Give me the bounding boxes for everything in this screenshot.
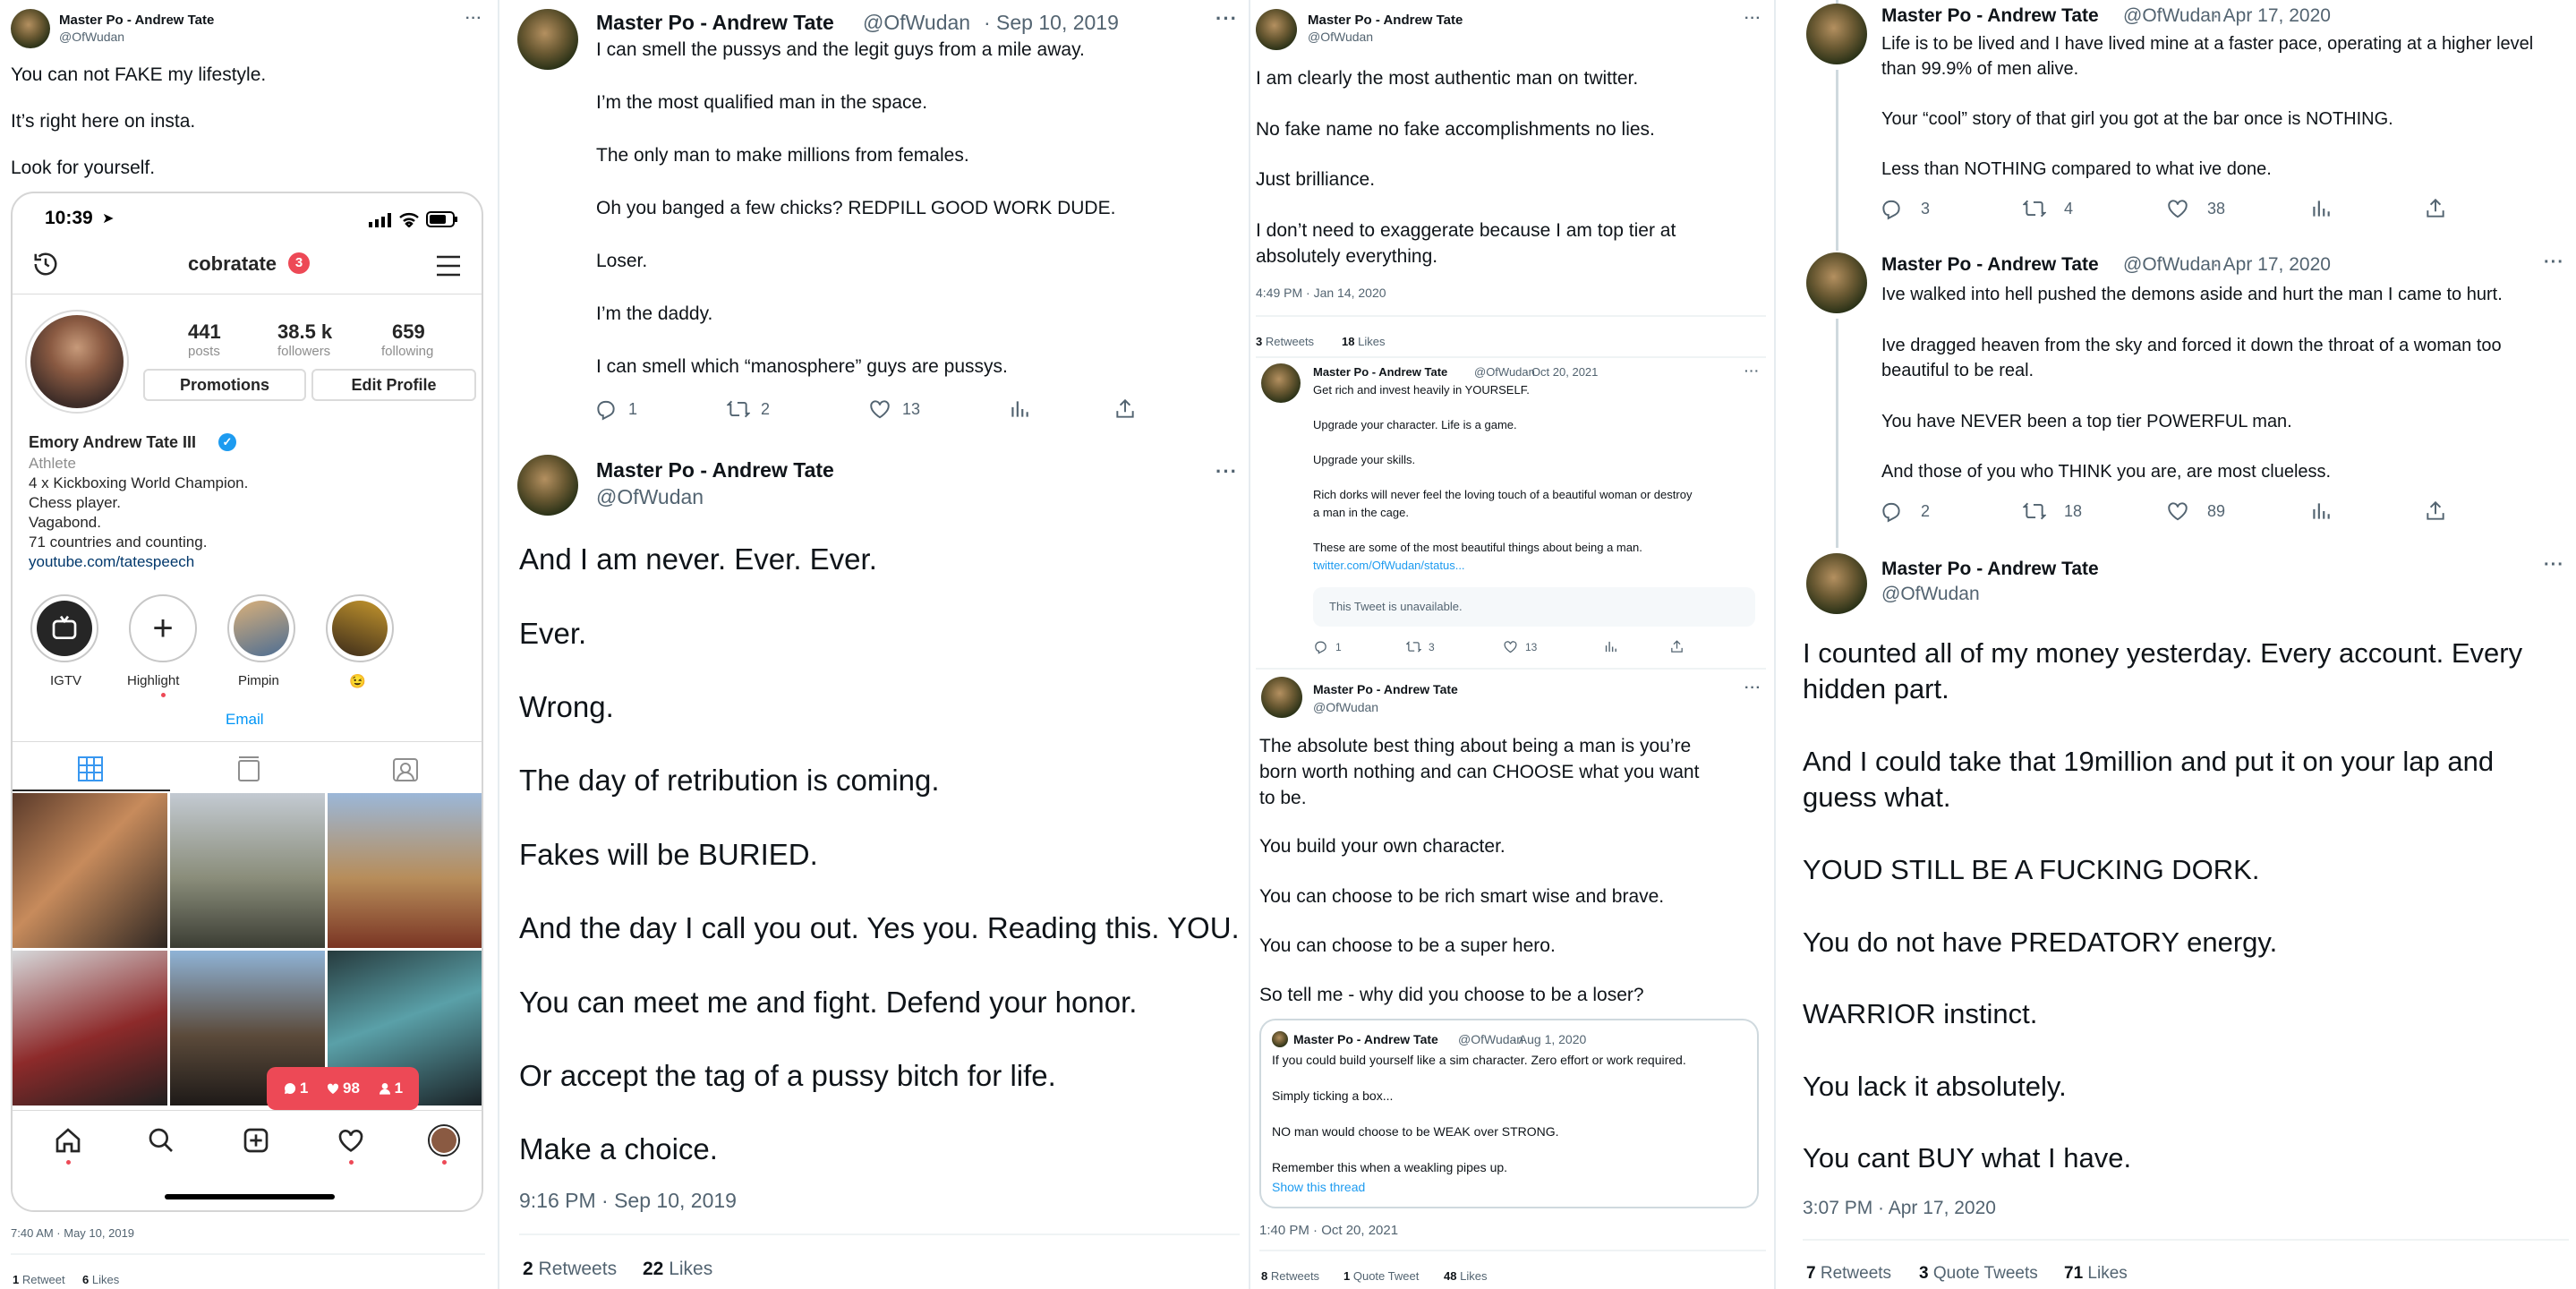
retweet-button[interactable] — [1406, 639, 1435, 654]
likes-label: Likes — [2087, 1264, 2128, 1283]
reply-icon — [1880, 499, 1903, 523]
edit-profile-button[interactable]: Edit Profile — [311, 369, 476, 401]
tweet-column-2 — [499, 0, 1247, 1289]
full-name: Emory Andrew Tate III — [29, 433, 197, 451]
tweet-timestamp[interactable]: 7:40 AM · May 10, 2019 — [11, 1226, 135, 1240]
quote-author-handle: @OfWudan — [1458, 1032, 1524, 1046]
tweet-text-line: I can smell the pussys and the legit guys from a mile away. — [596, 39, 1085, 60]
likes-count: 22 — [643, 1259, 664, 1279]
author-name[interactable]: Master Po - Andrew Tate — [1313, 682, 1458, 696]
promotions-button[interactable]: Promotions — [143, 369, 306, 401]
notification-badge: 3 — [288, 252, 310, 274]
views-button[interactable] — [2309, 499, 2333, 523]
heart-icon — [2166, 197, 2189, 220]
like-count: 89 — [2207, 501, 2226, 520]
retweet-icon — [1406, 639, 1421, 654]
tweet-timestamp[interactable]: 1:40 PM · Oct 20, 2021 — [1259, 1223, 1399, 1238]
quote-author-name: Master Po - Andrew Tate — [1293, 1032, 1438, 1046]
reply-button[interactable] — [1880, 499, 1930, 523]
tweet-text-line: born worth nothing and can CHOOSE what you want — [1259, 762, 1700, 782]
tweet-text-line: Oh you banged a few chicks? REDPILL GOOD WORK DUDE. — [596, 198, 1116, 218]
tweet-text-line: Wrong. — [519, 690, 614, 723]
likes-stat[interactable] — [643, 1259, 712, 1280]
reply-count: 3 — [1921, 199, 1931, 218]
more-options-icon[interactable]: ··· — [465, 11, 482, 26]
quote-author-avatar — [1272, 1031, 1288, 1047]
grid-photo[interactable] — [13, 951, 167, 1105]
location-arrow-icon: ➤ — [102, 211, 115, 226]
author-avatar[interactable] — [1806, 553, 1867, 614]
menu-icon[interactable] — [435, 254, 462, 277]
author-handle[interactable]: @OfWudan — [2123, 5, 2222, 26]
tweet-text-line: And I am never. Ever. Ever. — [519, 542, 877, 576]
tweet-text-line: I’m the most qualified man in the space. — [596, 92, 928, 113]
likes-label: Likes — [1460, 1269, 1488, 1283]
divider — [1256, 668, 1766, 670]
author-avatar[interactable] — [1806, 4, 1867, 64]
retweet-label: Retweets — [1270, 1269, 1320, 1283]
posts-count: 441 — [188, 320, 221, 343]
tweet-text-line: Or accept the tag of a pussy bitch for life. — [519, 1059, 1056, 1092]
author-name[interactable]: Master Po - Andrew Tate — [1308, 13, 1463, 28]
tweet-text-line: It’s right here on insta. — [11, 111, 196, 132]
share-button[interactable] — [1113, 397, 1137, 421]
retweet-stat[interactable] — [1256, 335, 1314, 348]
signal-icon — [369, 213, 392, 227]
tweet-text-line: beautiful to be real. — [1881, 361, 2034, 380]
author-name[interactable]: Master Po - Andrew Tate — [596, 458, 834, 482]
divider — [13, 294, 483, 295]
share-button[interactable] — [2424, 499, 2447, 523]
author-avatar[interactable] — [1261, 677, 1302, 718]
retweet-label: Retweets — [1820, 1264, 1892, 1283]
tweet-text-line: I can smell which “manosphere” guys are pussys. — [596, 356, 1008, 377]
tweet-date[interactable]: · Oct 20, 2021 — [1524, 365, 1599, 379]
tweet-text-line: hidden part. — [1803, 673, 1949, 704]
quotes-count: 1 — [1343, 1269, 1351, 1283]
tweet-text-line: You build your own character. — [1259, 836, 1506, 857]
tweet-link[interactable]: twitter.com/OfWudan/status... — [1313, 559, 1465, 572]
profile-category: Athlete — [29, 455, 76, 472]
tweet-date[interactable]: · Apr 17, 2020 — [2213, 5, 2331, 26]
more-options-icon[interactable]: ··· — [1215, 7, 1238, 30]
share-button[interactable] — [2424, 197, 2447, 220]
tweet-text-line: Just brilliance. — [1256, 169, 1376, 190]
retweet-count: 1 — [13, 1273, 20, 1286]
more-options-icon[interactable]: ··· — [1744, 680, 1761, 696]
retweet-icon — [2023, 499, 2046, 523]
views-button[interactable] — [1603, 639, 1618, 654]
like-notification — [326, 1080, 360, 1097]
retweet-count: 3 — [1429, 640, 1435, 653]
thread-line — [1836, 70, 1838, 251]
show-thread-link[interactable]: Show this thread — [1272, 1180, 1366, 1194]
wifi-icon — [399, 211, 419, 227]
tagged-tab-icon[interactable] — [392, 755, 419, 782]
divider — [1256, 315, 1766, 317]
author-avatar[interactable] — [1256, 9, 1297, 50]
tweet-text-line: You have NEVER been a top tier POWERFUL man. — [1881, 412, 2292, 431]
heart-icon — [2166, 499, 2189, 523]
reply-button[interactable] — [1313, 639, 1342, 654]
highlight-label: Pimpin — [238, 673, 279, 688]
quotes-label: Quote Tweet — [1352, 1269, 1420, 1283]
more-options-icon[interactable]: ··· — [1744, 363, 1760, 378]
views-icon — [2309, 499, 2333, 523]
tweet-date[interactable]: · Apr 17, 2020 — [2213, 254, 2331, 275]
author-handle[interactable]: @OfWudan — [596, 485, 704, 508]
tweet-text-line: Fakes will be BURIED. — [519, 838, 818, 871]
tweet-text-line: I’m the daddy. — [596, 303, 713, 324]
likes-count: 6 — [82, 1273, 90, 1286]
quote-date: · Aug 1, 2020 — [1512, 1032, 1587, 1046]
share-button[interactable] — [1669, 639, 1685, 654]
posts-label: posts — [188, 344, 220, 359]
heart-icon — [1503, 639, 1518, 654]
search-icon[interactable] — [147, 1126, 175, 1155]
tweet-text-line: You can choose to be rich smart wise and brave. — [1259, 886, 1665, 907]
unavailable-text: This Tweet is unavailable. — [1329, 600, 1463, 613]
retweet-stat[interactable] — [523, 1259, 617, 1280]
like-button[interactable] — [2166, 197, 2225, 220]
tweet-text-line: These are some of the most beautiful things about being a man. — [1313, 541, 1642, 554]
grid-photo[interactable] — [170, 793, 325, 948]
views-button[interactable] — [1008, 397, 1031, 421]
following-label[interactable]: following — [381, 344, 434, 359]
followers-label[interactable]: followers — [277, 344, 331, 359]
profile-username[interactable]: cobratate — [188, 252, 277, 275]
tweet-text-line: I am clearly the most authentic man on twitter. — [1256, 68, 1639, 89]
quote-text-line: NO man would choose to be WEAK over STRONG. — [1272, 1124, 1559, 1139]
share-icon — [1113, 397, 1137, 421]
column-divider — [1774, 0, 1776, 1289]
highlight-label: IGTV — [50, 673, 82, 688]
author-avatar[interactable] — [1261, 363, 1301, 403]
tweet-text-line: a man in the cage. — [1313, 506, 1409, 519]
instagram-screenshot — [11, 192, 483, 1212]
share-icon — [2424, 197, 2447, 220]
retweet-count: 18 — [2064, 501, 2083, 520]
retweet-count: 8 — [1261, 1269, 1268, 1283]
tweet-text-line: No fake name no fake accomplishments no lies. — [1256, 119, 1655, 140]
likes-stat[interactable] — [2064, 1264, 2128, 1284]
tweet-text-line: You do not have PREDATORY energy. — [1803, 926, 2278, 958]
retweet-stat[interactable] — [13, 1273, 65, 1286]
views-icon — [1603, 639, 1618, 654]
retweet-count: 2 — [523, 1259, 533, 1279]
author-name[interactable]: Master Po - Andrew Tate — [596, 11, 834, 34]
views-button[interactable] — [2309, 197, 2333, 220]
author-handle[interactable]: @OfWudan — [863, 11, 971, 34]
author-avatar[interactable] — [517, 455, 578, 516]
share-icon — [1669, 639, 1685, 654]
retweet-stat[interactable] — [1261, 1269, 1319, 1283]
comment-count: 1 — [299, 1080, 309, 1097]
divider — [1803, 1239, 2569, 1241]
quotes-stat[interactable] — [1919, 1264, 2038, 1284]
more-options-icon[interactable]: ··· — [1215, 460, 1238, 482]
author-name[interactable]: Master Po - Andrew Tate — [1881, 254, 2099, 275]
reply-button[interactable] — [594, 397, 637, 421]
author-handle[interactable]: @OfWudan — [1474, 365, 1535, 379]
follow-notification — [378, 1080, 403, 1097]
profile-tab-avatar[interactable] — [428, 1124, 460, 1157]
tweet-text-line: You can meet me and fight. Defend your honor. — [519, 986, 1138, 1019]
battery-icon — [426, 211, 458, 227]
divider — [519, 1234, 1240, 1235]
reply-icon — [1880, 197, 1903, 220]
retweet-stat[interactable] — [1806, 1264, 1891, 1284]
tweet-text-line: Life is to be lived and I have lived mine at a faster pace, operating at a higher level — [1881, 34, 2534, 54]
quotes-label: Quote Tweets — [1932, 1264, 2038, 1283]
author-handle[interactable]: @OfWudan — [2123, 254, 2222, 275]
tweet-text-line: So tell me - why did you choose to be a loser? — [1259, 985, 1644, 1005]
tweet-text-line: Loser. — [596, 251, 648, 271]
status-clock: 10:39 — [45, 208, 93, 228]
profile-picture[interactable] — [25, 310, 129, 414]
igtv-icon — [50, 614, 79, 643]
tweet-text-line: Upgrade your character. Life is a game. — [1313, 418, 1517, 431]
like-button[interactable] — [1503, 639, 1537, 654]
author-handle[interactable]: @OfWudan — [1308, 30, 1374, 44]
verified-badge-icon: ✓ — [218, 433, 236, 451]
retweet-count: 7 — [1806, 1264, 1816, 1283]
tweet-text-line: Your “cool” story of that girl you got at the bar once is NOTHING. — [1881, 109, 2393, 129]
reply-icon — [1313, 639, 1328, 654]
retweet-label: Retweet — [21, 1273, 65, 1286]
author-avatar[interactable] — [11, 9, 50, 48]
person-icon — [378, 1081, 392, 1096]
nav-dot — [349, 1160, 354, 1165]
grid-tab-icon[interactable] — [77, 755, 104, 782]
author-name[interactable]: Master Po - Andrew Tate — [1881, 5, 2099, 26]
tweet-text-line: Ever. — [519, 617, 587, 650]
quote-text-line: Simply ticking a box... — [1272, 1088, 1394, 1103]
quotes-stat[interactable] — [1343, 1269, 1419, 1283]
tweet-text-line: I counted all of my money yesterday. Every account. Every — [1803, 637, 2523, 669]
author-name[interactable]: Master Po - Andrew Tate — [1313, 365, 1448, 379]
divider — [1256, 356, 1766, 358]
tweet-timestamp[interactable]: 9:16 PM · Sep 10, 2019 — [519, 1189, 737, 1212]
like-count: 13 — [902, 399, 921, 418]
more-options-icon[interactable]: ··· — [2544, 555, 2564, 575]
igtv-tab-icon[interactable] — [236, 755, 261, 782]
author-handle[interactable]: @OfWudan — [59, 30, 125, 44]
tweet-text-line: Less than NOTHING compared to what ive done. — [1881, 159, 2272, 179]
retweet-icon — [727, 397, 750, 421]
author-name[interactable]: Master Po - Andrew Tate — [1881, 559, 2099, 579]
retweet-count: 4 — [2064, 199, 2074, 218]
likes-stat[interactable] — [82, 1273, 119, 1286]
bio-line: 71 countries and counting. — [29, 534, 208, 551]
tweet-date[interactable]: · Sep 10, 2019 — [984, 11, 1119, 34]
following-count[interactable]: 659 — [392, 320, 425, 343]
tweet-text-line: You lack it absolutely. — [1803, 1071, 2067, 1102]
highlight-pimpin[interactable] — [227, 594, 295, 662]
nav-dot — [66, 1160, 71, 1165]
tweet-text-line: The only man to make millions from females. — [596, 145, 969, 166]
tweet-text-line: The day of retribution is coming. — [519, 764, 940, 797]
likes-count: 18 — [1342, 335, 1355, 348]
active-tab-indicator — [13, 790, 170, 791]
tweet-text-line: Look for yourself. — [11, 158, 156, 178]
retweet-icon — [2023, 197, 2046, 220]
quote-text-line: Remember this when a weakling pipes up. — [1272, 1160, 1508, 1174]
history-icon[interactable] — [32, 251, 59, 277]
divider — [13, 741, 483, 742]
bio-line: 4 x Kickboxing World Champion. — [29, 474, 249, 491]
retweet-button[interactable] — [2023, 197, 2073, 220]
tweet-text-line: Upgrade your skills. — [1313, 453, 1416, 466]
new-highlight-button[interactable]: + — [129, 594, 197, 662]
likes-count: 71 — [2064, 1264, 2084, 1283]
comment-icon — [283, 1081, 297, 1096]
reply-count: 2 — [1921, 501, 1931, 520]
tweet-text-line: WARRIOR instinct. — [1803, 998, 2038, 1029]
home-icon[interactable] — [54, 1126, 82, 1155]
tweet-text-line: absolutely everything. — [1256, 246, 1438, 267]
tweet-text-line: And those of you who THINK you are, are most clueless. — [1881, 462, 2332, 482]
likes-label: Likes — [669, 1259, 713, 1279]
likes-label: Likes — [91, 1273, 120, 1286]
tweet-column-4 — [1796, 0, 2576, 1289]
tweet-text-line: to be. — [1259, 788, 1307, 808]
followers-count[interactable]: 38.5 k — [277, 320, 333, 343]
divider — [1259, 1250, 1766, 1251]
grid-photo[interactable] — [328, 793, 482, 948]
thread-line — [1836, 319, 1838, 548]
reply-icon — [594, 397, 618, 421]
retweet-count: 2 — [761, 399, 771, 418]
more-options-icon[interactable]: ··· — [2544, 252, 2564, 272]
email-button[interactable]: Email — [226, 711, 264, 728]
retweet-button[interactable] — [727, 397, 770, 421]
author-avatar[interactable] — [1806, 252, 1867, 313]
quote-text-line: If you could build yourself like a sim character. Zero effort or work required. — [1272, 1053, 1686, 1067]
likes-stat[interactable] — [1444, 1269, 1487, 1283]
tweet-text-line: And I could take that 19million and put it on your lap and — [1803, 746, 2495, 777]
like-button[interactable] — [868, 397, 920, 421]
likes-stat[interactable] — [1342, 335, 1385, 348]
retweet-label: Retweets — [1265, 335, 1315, 348]
follow-count: 1 — [394, 1080, 404, 1097]
retweet-button[interactable] — [2023, 499, 2082, 523]
new-post-icon[interactable] — [242, 1126, 270, 1155]
reply-button[interactable] — [1880, 197, 1930, 220]
tweet-text-line: You can choose to be a super hero. — [1259, 935, 1556, 956]
activity-notification-popup[interactable] — [267, 1067, 419, 1110]
like-button[interactable] — [2166, 499, 2225, 523]
highlight-dot — [161, 693, 166, 697]
views-icon — [1008, 397, 1031, 421]
share-icon — [2424, 499, 2447, 523]
likes-count: 48 — [1444, 1269, 1457, 1283]
tweet-timestamp[interactable]: 4:49 PM · Jan 14, 2020 — [1256, 286, 1386, 300]
heart-icon — [868, 397, 891, 421]
tweet-text-line: You can not FAKE my lifestyle. — [11, 64, 267, 85]
comment-notification — [283, 1080, 308, 1097]
retweet-label: Retweets — [538, 1259, 618, 1279]
tweet-column-1 — [0, 0, 498, 1289]
likes-label: Likes — [1358, 335, 1386, 348]
bio-link[interactable]: youtube.com/tatespeech — [29, 553, 195, 570]
author-avatar[interactable] — [517, 9, 578, 70]
like-count: 13 — [1525, 640, 1538, 653]
author-handle[interactable]: @OfWudan — [1881, 584, 1980, 604]
tweet-text-line: guess what. — [1803, 781, 1951, 813]
tweet-text-line: I don’t need to exaggerate because I am top tier at — [1256, 220, 1676, 241]
highlight-label: 😉 — [349, 674, 366, 689]
like-count: 38 — [2207, 199, 2226, 218]
reply-count: 1 — [1335, 640, 1342, 653]
tweet-text-line: YOUD STILL BE A FUCKING DORK. — [1803, 854, 2260, 885]
tweet-text-line: You cant BUY what I have. — [1803, 1142, 2132, 1174]
tweet-text-line: Rich dorks will never feel the loving touch of a beautiful woman or destroy — [1313, 488, 1693, 501]
tweet-text-line: And the day I call you out. Yes you. Reading this. YOU. — [519, 911, 1240, 944]
author-handle[interactable]: @OfWudan — [1313, 700, 1379, 714]
tweet-text-line: Get rich and invest heavily in YOURSELF. — [1313, 383, 1530, 397]
more-options-icon[interactable]: ··· — [1744, 11, 1761, 26]
tweet-text-line: than 99.9% of men alive. — [1881, 59, 2079, 79]
divider — [11, 1253, 485, 1255]
tweet-column-3 — [1250, 0, 1772, 1289]
activity-heart-icon[interactable] — [337, 1126, 365, 1155]
bio-line: Chess player. — [29, 494, 121, 511]
grid-photo[interactable] — [13, 793, 167, 948]
tweet-text-line: The absolute best thing about being a man is you’re — [1259, 736, 1692, 756]
home-indicator — [165, 1194, 335, 1199]
tweet-timestamp[interactable]: 3:07 PM · Apr 17, 2020 — [1803, 1198, 1996, 1218]
bio-line: Vagabond. — [29, 514, 101, 531]
nav-dot — [442, 1160, 447, 1165]
tweet-text-line: Make a choice. — [519, 1132, 718, 1165]
author-name[interactable]: Master Po - Andrew Tate — [59, 13, 215, 28]
heart-icon — [326, 1081, 340, 1096]
reply-count: 1 — [628, 399, 638, 418]
highlight-wink[interactable] — [326, 594, 394, 662]
highlight-label: Highlight — [127, 673, 180, 688]
like-count: 98 — [343, 1080, 360, 1097]
tweet-text-line: Ive dragged heaven from the sky and forced it down the throat of a woman too — [1881, 336, 2502, 355]
tweet-text-line: Ive walked into hell pushed the demons aside and hurt the man I came to hurt. — [1881, 285, 2503, 304]
quotes-count: 3 — [1919, 1264, 1929, 1283]
views-icon — [2309, 197, 2333, 220]
retweet-count: 3 — [1256, 335, 1263, 348]
